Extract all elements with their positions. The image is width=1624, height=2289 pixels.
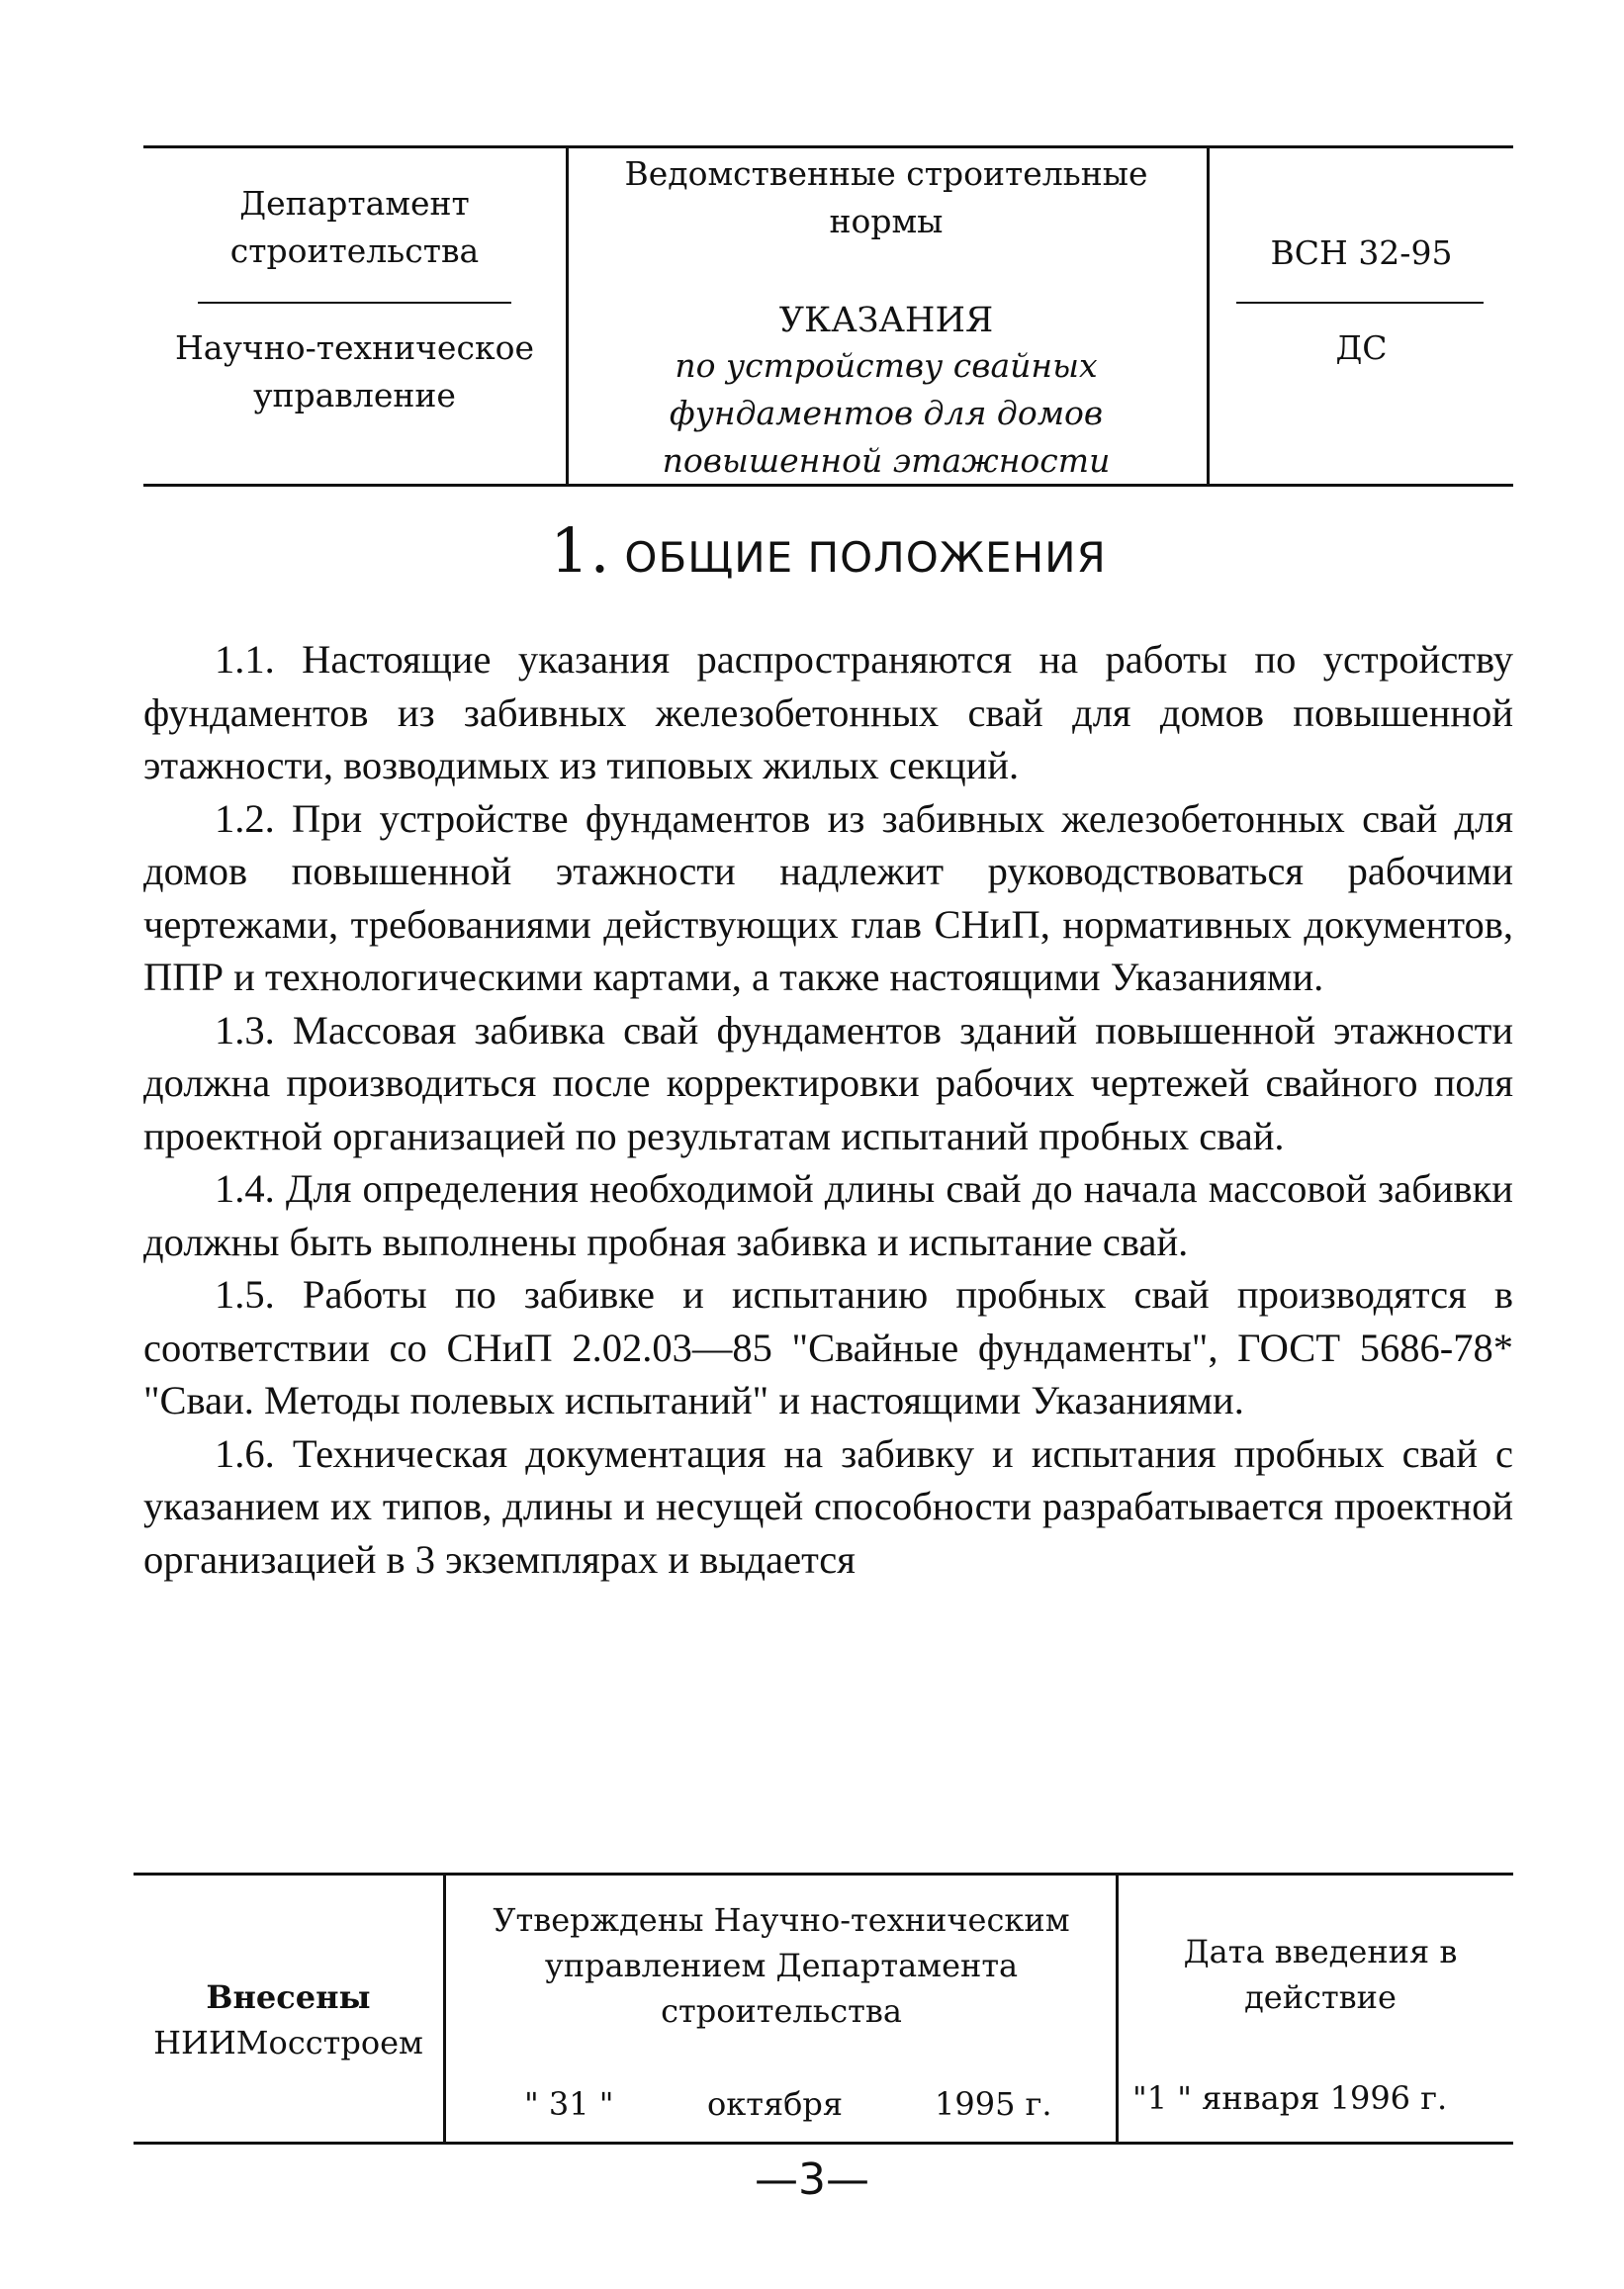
approval-year: 1995 г. <box>935 2085 1052 2123</box>
header-separator <box>1236 302 1484 304</box>
header-table <box>143 145 1513 487</box>
section-title: ОБЩИЕ ПОЛОЖЕНИЯ <box>624 533 1107 582</box>
section-heading <box>143 514 1513 587</box>
doc-title: УКАЗАНИЯ <box>778 301 994 340</box>
footer-divider <box>1116 1876 1119 2142</box>
sub-department-name: Научно-техническое управление <box>175 328 534 414</box>
header-separator <box>198 302 511 304</box>
paragraph-1-3: 1.3. Массовая забивка свай фундаментов зданий повышенной этажности должна производиться после корректировки рабочих чертежей свайного поля проектной организацией по результатам испытаний пробных свай. <box>143 1007 1513 1158</box>
page-number: —3— <box>755 2154 869 2205</box>
department-name: Департамент строительства <box>229 184 480 270</box>
paragraph-1-1: 1.1. Настоящие указания распространяются на работы по устройству фундаментов из забивных железобетонных свай для домов повышенной этажности, возводимых из типовых жилых секций. <box>143 637 1513 787</box>
submitted-by: НИИМосстроем <box>153 2024 423 2061</box>
paragraph-1-5: 1.5. Работы по забивке и испытанию пробных свай производятся в соответствии со СНиП 2.02.03—85 "Свайные фундаменты", ГОСТ 5686-78* "Сваи. Методы полевых испытаний" и настоящими Указаниями. <box>143 1272 1513 1422</box>
footer-table <box>134 1873 1513 2145</box>
paragraph-1-6: 1.6. Техническая документация на забивку и испытания пробных свай с указанием их типов, длины и несущей способности разрабатывается проектной организацией в 3 экземплярах и выдается <box>143 1430 1513 1582</box>
effective-label: Дата введения в действие <box>1183 1933 1458 2016</box>
doc-subtitle: по устройству свайных фундаментов для домов повышенной этажности <box>662 346 1111 480</box>
paragraph-1-2: 1.2. При устройстве фундаментов из забивных железобетонных свай для домов повышенной этажности надлежит руководствоваться рабочими чертежами, требованиями действующих глав СНиП, нормативных документов, ППР и технологическими картами, а также настоящими Указаниями. <box>143 795 1513 999</box>
header-divider <box>1207 148 1210 484</box>
submitted-label: Внесены <box>206 1978 371 2016</box>
org-code: ДС <box>1335 328 1388 367</box>
paragraph-1-4: 1.4. Для определения необходимой длины свай до начала массовой забивки должны быть выполнены пробная забивка и испытание свай. <box>143 1166 1513 1264</box>
header-divider <box>566 148 569 484</box>
doc-type: Ведомственные строительные нормы <box>624 154 1148 240</box>
section-number: 1. <box>550 514 611 587</box>
body-text <box>143 633 1513 1586</box>
doc-code: ВСН 32-95 <box>1270 233 1453 272</box>
approval-day: " 31 " <box>524 2085 614 2123</box>
footer-divider <box>443 1876 446 2142</box>
approval-text: Утверждены Научно-техническим управлением Департамента строительства <box>493 1901 1070 2030</box>
effective-date: "1 " января 1996 г. <box>1132 2079 1448 2117</box>
approval-month: октября <box>707 2085 844 2123</box>
